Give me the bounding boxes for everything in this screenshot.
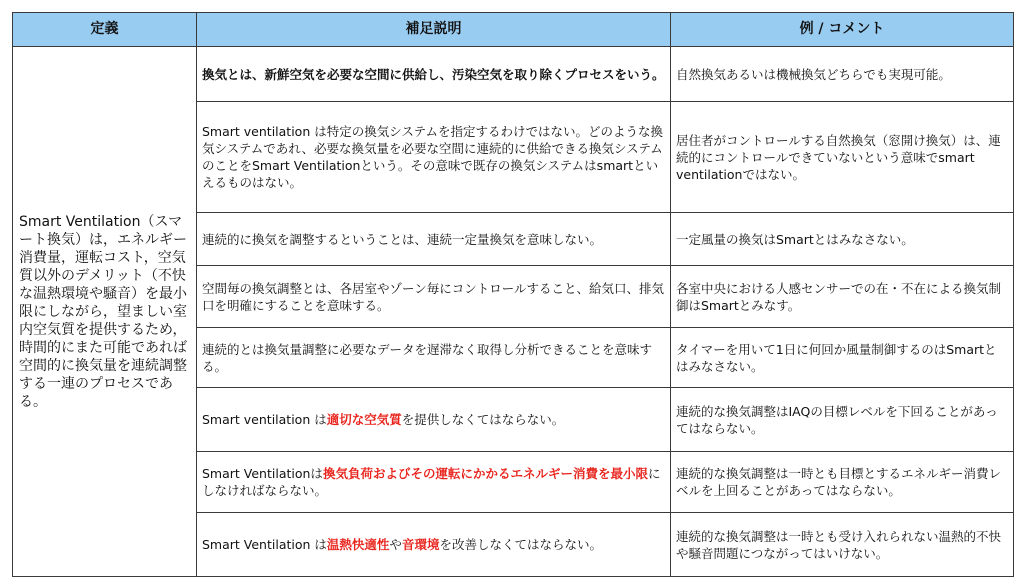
definition-cell: Smart Ventilation（スマート換気）は，エネルギー消費量，運転コスト，空気質以外のデメリット（不快な温熱環境や騒音）を最小限にしながら，望ましい室内空気質を提供するため，時間的にまた可能であれば空間的に換気量を連続調整する一連のプロセスである。 (13, 47, 197, 577)
table-row (13, 47, 1014, 102)
definition-table (12, 12, 1014, 577)
note-highlight: 適切な空気質 (326, 412, 402, 427)
note-text: Smart ventilation は (202, 412, 327, 427)
comment-cell: 居住者がコントロールする自然換気（窓開け換気）は、連続的にコントロールできていないという意味でsmart ventilationではない。 (671, 102, 1014, 213)
note-text: Smart Ventilationは (202, 466, 323, 481)
note-text: を提供しなくてはならない。 (401, 412, 565, 427)
comment-cell: 自然換気あるいは機械換気どちらでも実現可能。 (671, 47, 1014, 102)
comment-cell: 連続的な換気調整は一時とも受け入れられない温熱的不快や騒音問題につながってはいけない。 (671, 513, 1014, 577)
header-definition: 定義 (13, 13, 197, 47)
note-text: を改善しなくてはならない。 (439, 537, 602, 552)
comment-cell: 各室中央における人感センサーでの在・不在による換気制御はSmartとみなす。 (671, 266, 1014, 328)
note-cell: 連続的とは換気量調整に必要なデータを遅滞なく取得し分析できることを意味する。 (197, 328, 671, 388)
comment-cell: 連続的な換気調整は一時とも目標とするエネルギー消費レベルを上回ることがあってはならない。 (671, 452, 1014, 513)
comment-cell: タイマーを用いて1日に何回か風量制御するのはSmartとはみなさない。 (671, 328, 1014, 388)
note-highlight: 音環境 (401, 537, 440, 552)
note-cell (197, 452, 671, 513)
note-cell: 空間毎の換気調整とは、各居室やゾーン毎にコントロールすること、給気口、排気口を明確にすることを意味する。 (197, 266, 671, 328)
comment-cell: 一定風量の換気はSmartとはみなさない。 (671, 213, 1014, 266)
header-example: 例 / コメント (671, 13, 1014, 47)
header-supplement: 補足説明 (197, 13, 671, 47)
header-row (13, 13, 1014, 47)
note-cell: Smart ventilation は特定の換気システムを指定するわけではない。どのような換気システムであれ、必要な換気量を必要な空間に連続的に供給できる換気システムのことをSmart Ventilationという。その意味で既存の換気システムはsmartといえるものはない。 (197, 102, 671, 213)
note-text: や (389, 537, 402, 552)
comment-cell: 連続的な換気調整はIAQの目標レベルを下回ることがあってはならない。 (671, 388, 1014, 452)
note-text: Smart Ventilation は (202, 537, 327, 552)
note-cell (197, 513, 671, 577)
note-cell: 換気とは、新鮮空気を必要な空間に供給し、汚染空気を取り除くプロセスをいう。 (197, 47, 671, 102)
note-cell: 連続的に換気を調整するということは、連続一定量換気を意味しない。 (197, 213, 671, 266)
note-highlight: 換気負荷およびその運転にかかるエネルギー消費を最小限 (322, 466, 648, 481)
note-highlight: 温熱快適性 (326, 537, 390, 552)
note-text: にしなければならない。 (202, 466, 661, 498)
note-cell (197, 388, 671, 452)
